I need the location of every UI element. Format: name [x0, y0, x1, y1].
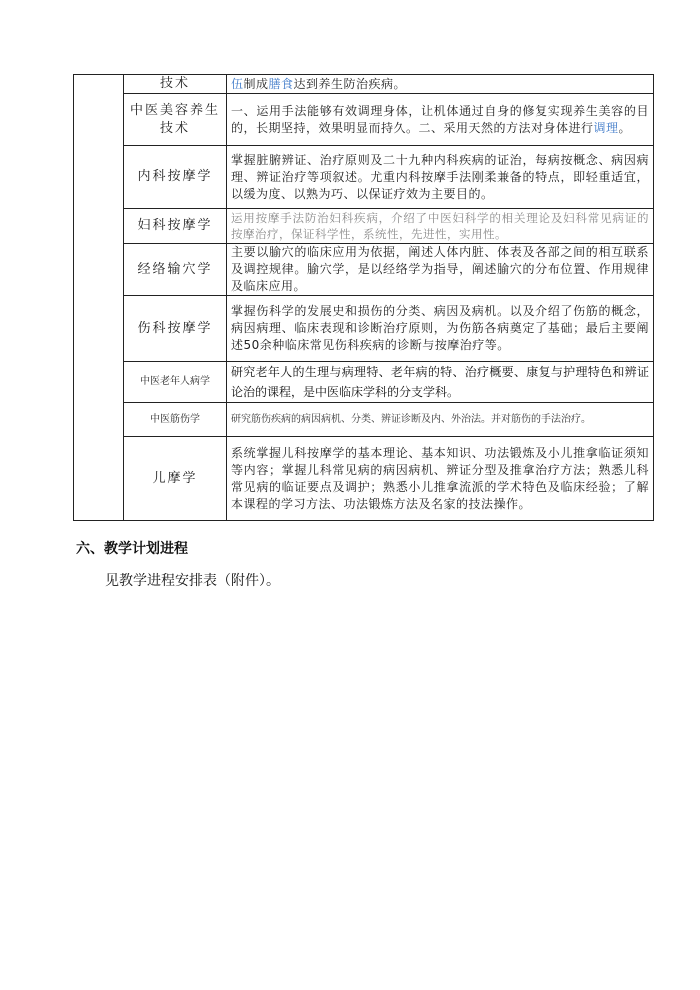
course-name: 内科按摩学 [124, 146, 227, 209]
course-name: 经络输穴学 [124, 244, 227, 296]
course-name: 伤科按摩学 [124, 296, 227, 362]
course-description: 掌握伤科学的发展史和损伤的分类、病因及病机。以及介绍了伤筋的概念，病因病理、临床表现和诊断治疗原则，为伤筋各病奠定了基础；最后主要阐述50余种临床常见伤科疾病的诊断与按摩治疗等。 [227, 296, 654, 362]
table-row [74, 75, 654, 94]
course-description [227, 94, 654, 146]
category-cell [74, 75, 124, 521]
course-name: 技术 [124, 75, 227, 94]
course-description: 系统掌握儿科按摩学的基本理论、基本知识、功法锻炼及小儿推拿临证须知等内容；掌握儿科常见病的病因病机、辨证分型及推拿治疗方法；熟悉儿科常见病的临证要点及调护；熟悉小儿推拿流派的学术特色及临床经验；了解本课程的学习方法、功法锻炼方法及名家的技法操作。 [227, 437, 654, 521]
course-description: 研究筋伤疾病的病因病机、分类、辨证诊断及内、外治法。并对筋伤的手法治疗。 [227, 403, 654, 437]
table-row [74, 362, 654, 403]
course-description: 主要以腧穴的临床应用为依据，阐述人体内脏、体表及各部之间的相互联系及调控规律。腧穴学，是以经络学为指导，阐述腧穴的分布位置、作用规律及临床应用。 [227, 244, 654, 296]
desc-text: 一、运用手法能够有效调理身体，让机体通过自身的修复实现养生美容的目的，长期坚持，效果明显而持久。二、采用天然的方法对身体进行 [231, 103, 649, 135]
course-description: 掌握脏腑辨证、治疗原则及二十九种内科疾病的证治，每病按概念、病因病理、辨证治疗等项叙述。尤重内科按摩手法刚柔兼备的特点，即轻重适宜，以缓为度、以熟为巧、以保证疗效为主要目的。 [227, 146, 654, 209]
link-text[interactable]: 膳食 [268, 76, 294, 91]
course-description: 研究老年人的生理与病理特、老年病的特、治疗概要、康复与护理特色和辨证论治的课程，是中医临床学科的分支学科。 [227, 362, 654, 403]
section-body: 见教学进程安排表（附件）。 [105, 573, 280, 589]
link-text[interactable]: 伍 [231, 76, 244, 91]
course-description: 运用按摩手法防治妇科疾病，介绍了中医妇科学的相关理论及妇科常见病证的按摩治疗，保证科学性，系统性，先进性，实用性。 [227, 209, 654, 244]
course-name: 儿摩学 [124, 437, 227, 521]
course-name: 中医美容养生技术 [124, 94, 227, 146]
section-heading: 六、教学计划进程 [76, 541, 188, 557]
desc-text: 达到养生防治疾病。 [293, 76, 407, 91]
table-row [74, 209, 654, 244]
table-row [74, 146, 654, 209]
link-text[interactable]: 调理 [593, 120, 619, 135]
course-name: 中医老年人病学 [124, 362, 227, 403]
course-description [227, 75, 654, 94]
course-name: 妇科按摩学 [124, 209, 227, 244]
course-name: 中医筋伤学 [124, 403, 227, 437]
table-row [74, 244, 654, 296]
table-row [74, 403, 654, 437]
table-row [74, 94, 654, 146]
table-row [74, 296, 654, 362]
desc-text: 。 [618, 120, 632, 135]
desc-text: 制成 [243, 76, 269, 91]
table-row [74, 437, 654, 521]
course-table [73, 74, 654, 521]
